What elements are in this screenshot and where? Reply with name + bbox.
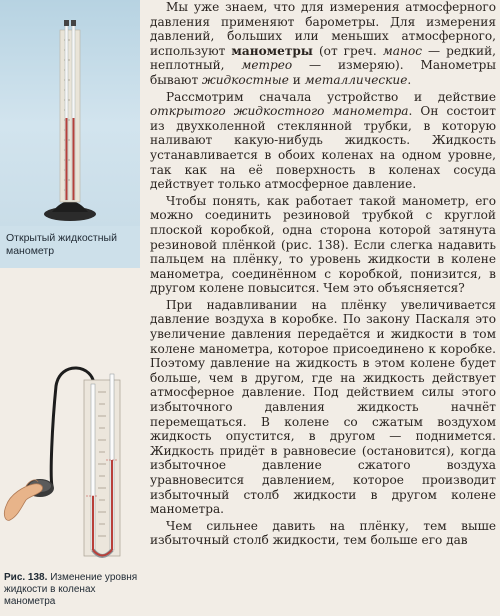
paragraph — [150, 519, 496, 548]
figure-138-caption — [4, 572, 140, 608]
text-run: . Он состоит из двухколенной стеклянной трубки, в которую наливают какую-нибудь жидкость. Жидкость устанавливается в обоих коленах на одном уровне, так как на её поверхность в коленах сосуда действует только атмосферное давление. — [150, 104, 496, 192]
text-run: Мы уже знаем, что для измерения атмосферного давления применяют барометры. Для измерения давлений, больших или меньших атмосферного, используют — [150, 0, 496, 58]
paragraph — [150, 298, 496, 517]
figure-caption: Изменение уровня жидкости в коленах манометра — [4, 572, 138, 607]
text-run: — редкий, неплотный, — [150, 43, 497, 73]
text-run: (от греч. — [312, 43, 383, 58]
text-run: — измеряю). Манометры бывают — [150, 58, 496, 87]
italic-term: открытого жидкостного манометра — [150, 104, 409, 119]
text-run: Рассмотрим сначала устройство и действие — [166, 89, 496, 104]
figure-open-manometer — [0, 0, 140, 268]
text-run: . — [407, 72, 412, 87]
italic-term: манос — [382, 43, 423, 58]
italic-term: жидкостные — [202, 72, 289, 87]
text-run: Чем сильнее давить на плёнку, тем выше избыточный столб жидкости, тем больше его дав — [150, 518, 496, 548]
figure-138-illustration — [0, 356, 140, 596]
paragraph — [150, 0, 496, 88]
bold-term: манометры — [231, 43, 313, 58]
open-manometer-photo — [0, 0, 140, 226]
figure-number: Рис. 138. — [4, 572, 48, 583]
text-run: При надавливании на плёнку увеличивается давление воздуха в коробке. По закону Паскаля это увеличение давления передаётся и жидкости в том колене манометра, которое присоединено к коробке. Поэтому давление на жидкость в этом колене будет больше, чем в другом, где на жидкость действует атмосферное давление. Под действием силы этого избыточного давления жидкость начнёт перемещаться. В колене со сжатым воздухом жидкость опустится, в другом — поднимется. Жидкость придёт в равновесие (остановится), когда избыточное давление сжатого воздуха уравновесится давлением, которое производит избыточный столб жидкости в другом колене манометра. — [150, 297, 496, 517]
text-run: Чтобы понять, как работает такой манометр, его можно соединить резиновой трубкой с круглой плоской коробкой, одна сторона которой затянута резиновой плёнкой (рис. 138). Если слегка надавить пальцем на плёнку, то уровень жидкости в колене манометра, соединённом с коробкой, понизится, в другом колене повысится. Чем это объясняется? — [150, 193, 496, 296]
paragraph — [150, 90, 496, 192]
italic-term: метрео — [241, 58, 293, 73]
paragraph — [150, 194, 496, 296]
italic-term: металлические — [304, 72, 408, 87]
text-run: и — [288, 72, 305, 87]
body-text — [150, 0, 496, 548]
figure-caption: Открытый жидкостный манометр — [6, 232, 117, 257]
